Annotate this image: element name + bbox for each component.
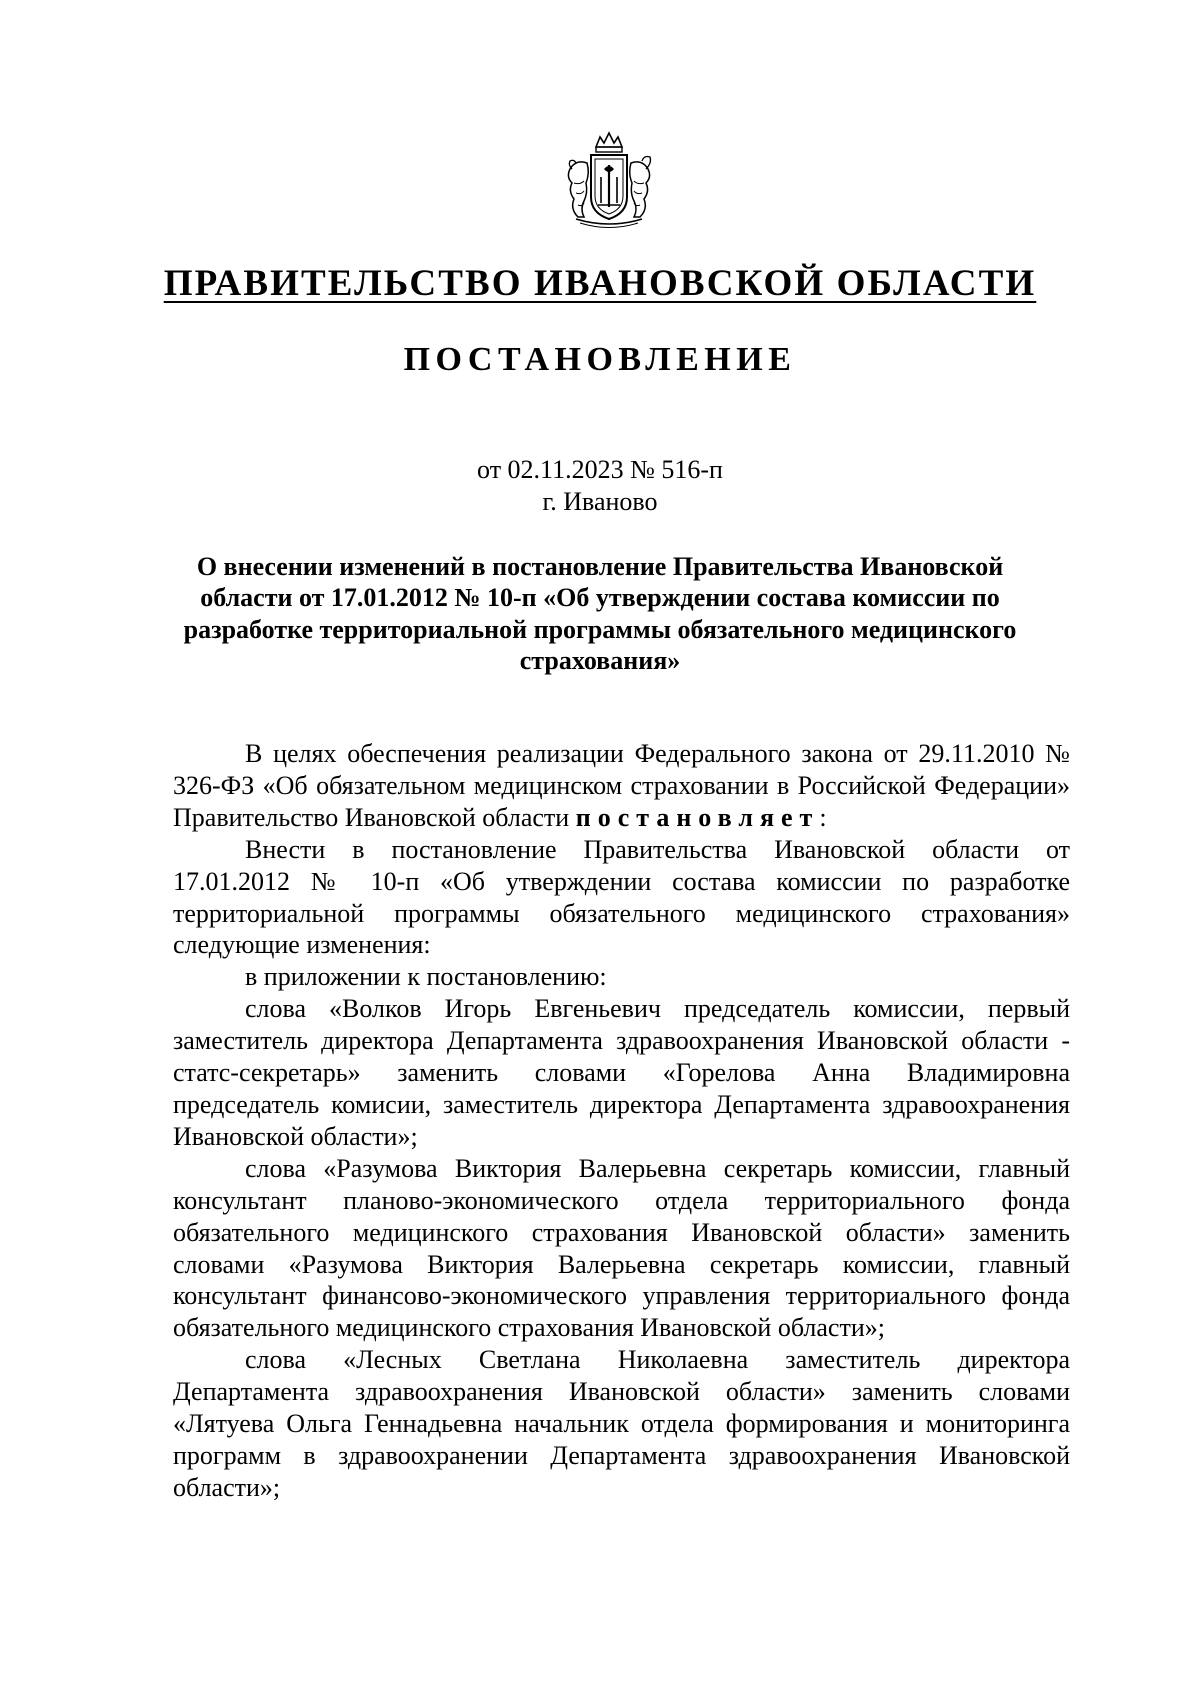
body-paragraph: в приложении к постановлению: (245, 962, 607, 992)
document-date-number: от 02.11.2023 № 516-п (477, 455, 723, 484)
body-paragraph: слова «Лесных Светлана Николаевна заместитель директора Департамента здравоохранения Ивановской области» заменить словами «Лятуева Ольга Геннадьевна начальник отдела формирования и мониторинга программ в здравоохранении Департамента здравоохранения Ивановской области»; (173, 1345, 1070, 1502)
body-paragraph: слова «Волков Игорь Евгеньевич председатель комиссии, первый заместитель директора Департамента здравоохранения Ивановской области - статс-секретарь» заменить словами «Горелова Анна Владимировна председатель комисии, заместитель директора Департамента здравоохранения Ивановской области»; (173, 994, 1070, 1151)
preamble-text: В целях обеспечения реализации Федерального закона от 29.11.2010 № 326-ФЗ «Об обязательном медицинском страховании в Российской Федерации» Правительство Ивановской области (173, 739, 1070, 832)
body-paragraph: слова «Разумова Виктория Валерьевна секретарь комиссии, главный консультант планово-экономического отдела территориального фонда обязательного медицинского страхования Ивановской области» заменить словами «Разумова Виктория Валерьевна секретарь комиссии, главный консультант финансово-экономического управления территориального фонда обязательного медицинского страхования Ивановской области»; (173, 1153, 1070, 1343)
resolves-keyword: постановляет (575, 802, 820, 832)
body-paragraph (173, 738, 1070, 834)
government-name-text: ПРАВИТЕЛЬСТВО ИВАНОВСКОЙ ОБЛАСТИ (163, 263, 1037, 304)
document-city: г. Иваново (542, 487, 658, 516)
coat-of-arms-icon (554, 125, 664, 235)
preamble-end: : (819, 802, 827, 832)
government-name (0, 262, 1200, 306)
body-paragraph: Внести в постановление Правительства Ивановской области от 17.01.2012 № 10-п «Об утверждении состава комиссии по разработке территориальной программы обязательного медицинского страхования» следующие изменения: (173, 834, 1070, 960)
document-body (173, 738, 1070, 1504)
document-type: ПОСТАНОВЛЕНИЕ (403, 341, 797, 378)
document-title: О внесении изменений в постановление Правительства Ивановской области от 17.01.2012 № 10-п «Об утверждении состава комиссии по разработке территориальной программы обязательного медицинского страхования» (183, 552, 1017, 675)
